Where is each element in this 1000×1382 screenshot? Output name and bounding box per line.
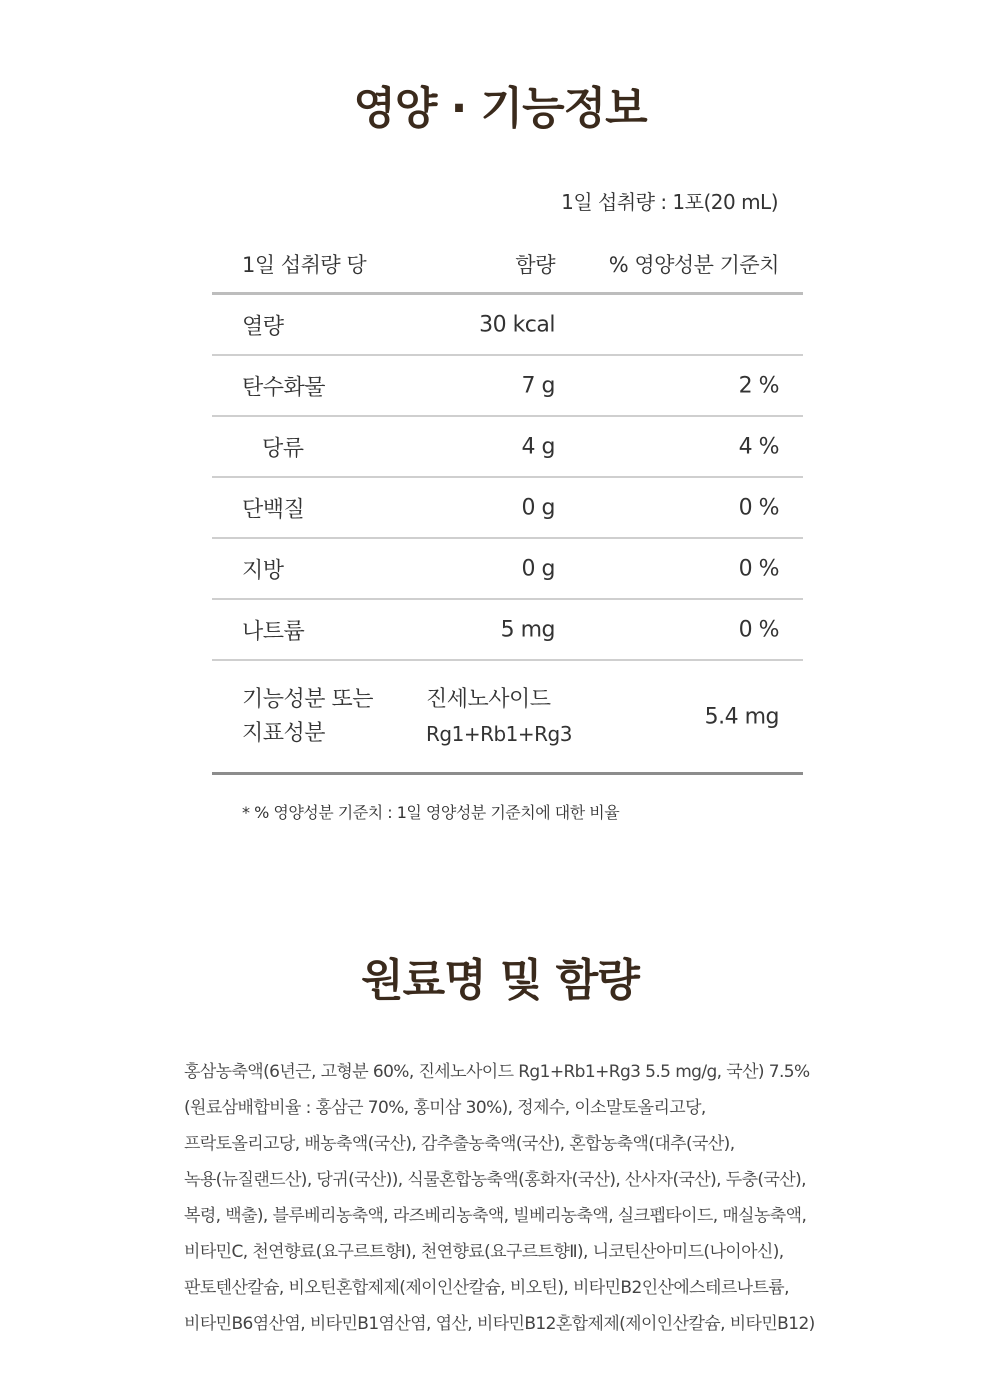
nutrient-percent: 0 % [738,617,779,642]
functional-ingredient-row [212,661,803,775]
nutrient-name: 열량 [242,314,284,339]
ingredients-line: 판토텐산칼슘, 비오틴혼합제제(제이인산칼슘, 비오틴), 비타민B2인산에스테르나트륨, [184,1278,789,1298]
functional-ingredient-line2: Rg1+Rb1+Rg3 [426,721,572,746]
nutrient-name: 지방 [242,558,284,583]
serving-size: 1일 섭취량 : 1포(20 mL) [561,190,778,214]
nutrient-percent: 0 % [738,495,779,520]
nutrient-name: 탄수화물 [242,375,326,400]
nutrition-table [212,236,803,775]
ingredients-line: 복령, 백출), 블루베리농축액, 라즈베리농축액, 빌베리농축액, 실크펩타이드, 매실농축액, [184,1206,807,1226]
nutrition-section-title: 영양 · 기능정보 [353,83,647,134]
nutrient-percent: 2 % [738,373,779,398]
functional-ingredient [426,683,572,751]
nutrient-amount: 30 kcal [479,312,555,337]
ingredients-line: 홍삼농축액(6년근, 고형분 60%, 진세노사이드 Rg1+Rb1+Rg3 5.5 mg/g, 국산) 7.5% [184,1062,810,1082]
table-header [212,236,803,295]
header-amount: 함량 [515,253,555,277]
nutrient-percent: 4 % [738,434,779,459]
functional-label [242,683,373,751]
ingredients-list [184,1054,824,1342]
nutrient-amount: 0 g [521,556,555,581]
header-daily-value: % 영양성분 기준치 [608,253,779,277]
ingredients-line: (원료삼배합비율 : 홍삼근 70%, 홍미삼 30%), 정제수, 이소말토올리고당, [184,1098,706,1118]
functional-label-line1: 기능성분 또는 [242,686,374,712]
table-row [212,539,803,600]
functional-amount: 5.4 mg [704,704,779,729]
ingredients-line: 비타민C, 천연향료(요구르트향Ⅰ), 천연향료(요구르트향Ⅱ), 니코틴산아미드(나이아신), [184,1242,784,1262]
table-row [212,356,803,417]
nutrient-percent: 0 % [738,556,779,581]
table-row [212,478,803,539]
nutrient-amount: 4 g [521,434,555,459]
nutrient-name: 나트륨 [242,619,305,644]
table-row [212,600,803,661]
header-per-serving: 1일 섭취량 당 [242,253,367,277]
nutrient-name: 당류 [262,436,304,461]
functional-label-line2: 지표성분 [242,720,326,746]
table-row [212,295,803,356]
functional-ingredient-line1: 진세노사이드 [426,686,551,712]
nutrient-amount: 5 mg [500,617,555,642]
footnote: * % 영양성분 기준치 : 1일 영양성분 기준치에 대한 비율 [242,803,620,822]
ingredients-line: 프락토올리고당, 배농축액(국산), 감추출농축액(국산), 혼합농축액(대추(국산), [184,1134,735,1154]
ingredients-line: 녹용(뉴질랜드산), 당귀(국산)), 식물혼합농축액(홍화자(국산), 산사자(국산), 두충(국산), [184,1170,806,1190]
table-row [212,417,803,478]
ingredients-section-title: 원료명 및 함량 [361,955,639,1006]
nutrient-name: 단백질 [242,497,305,522]
nutrient-amount: 0 g [521,495,555,520]
ingredients-line: 비타민B6염산염, 비타민B1염산염, 엽산, 비타민B12혼합제제(제이인산칼슘, 비타민B12) [184,1314,815,1334]
nutrient-amount: 7 g [521,373,555,398]
